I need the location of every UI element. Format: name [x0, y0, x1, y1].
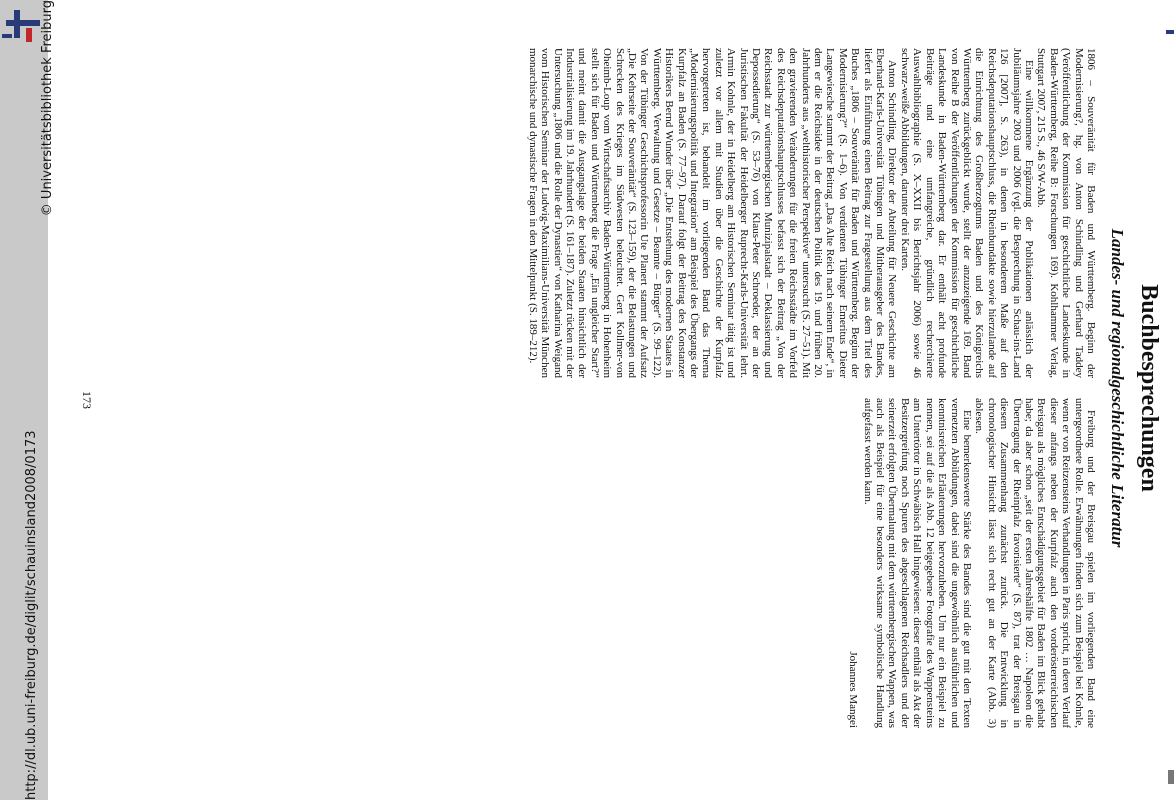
- source-caption: [24, 0, 55, 800]
- viewer-sidebar: [0, 0, 55, 800]
- right-column: [526, 398, 1097, 728]
- author-name: Johannes Mangei: [847, 651, 860, 728]
- paragraph: Eine bemerkenswerte Stärke des Bandes sind die gut mit den Texten vernetzten Abbildungen, dabei sind die ungewöhnlich ausführlichen und kenntnisreichen Erläuterungen hervorzuheben. Um nur ein Beispiel zu nennen, sei auf die als Abb. 12 beigegebene Fotografie des Wappensteins am Untertörtor in Schwäbisch Hall hingewiesen: dieser enthält als Akt der Besitzergreifung noch Spuren des abgeschlagenen Reichsadlers und der seinerzeit erfolgten Übermalung mit dem württembergischen Wappen, was auch als Beispiel für eine besonders wirksame symbolische Handlung aufgefasst werden kann.: [861, 398, 973, 728]
- paragraph: 1806 – Souveränität für Baden und Württemberg. Beginn der Modernisierung?, hg. von Anton Schindling und Gerhard Taddey (Veröffentlichung der Kommission für geschichtliche Landeskunde in Baden-Württemberg, Reihe B: Forschungen 169). Kohlhammer Verlag, Stuttgart 2007, 215 S., 46 S/W-Abb.: [1035, 48, 1097, 378]
- left-column: [526, 48, 1097, 378]
- page-heading: Buchbesprechungen: [1136, 284, 1162, 492]
- page-subheading: Landes- und regionalgeschichtliche Literatur: [1108, 228, 1127, 548]
- source-url[interactable]: http://dl.ub.uni-freiburg.de/diglit/schauinsland2008/0173: [24, 430, 39, 800]
- paragraph: Eine willkommene Ergänzung der Publikationen anlässlich der Jubiläumsjahre 2003 und 2006 (vgl. die Besprechung in Schau-ins-Land 126 [2007], S. 263), in denen in besonderem Maße auf den Reichsdeputationshauptschluss, die Rheinbundakte sowie hierzulande auf die Einrichtung des Großherzogtums Baden und des Königreichs Württemberg zurückgeblickt wurde, stellt der anzuzeigende 169. Band von Reihe B der Veröffentlichungen der Kommission für geschichtliche Landeskunde in Baden-Württemberg dar. Er enthält acht profunde Beiträge und eine umfangreiche, gründlich recherchierte Auswahlbibliographie (S. X–XXII bis Berichtsjahr 2006) sowie 46 schwarz-weiße Abbildungen, darunter drei Karten.: [898, 48, 1035, 378]
- page-number: 173: [80, 391, 94, 409]
- paragraph: Anton Schindling, Direktor der Abteilung für Neuere Geschichte am Eberhard-Karls-Universität Tübingen und Mitherausgeber des Bandes, liefert als Einführung einen Beitrag zur Fragestellung aus dem Titel des Buches „1806 – Souveränität für Baden und Württemberg. Beginn der Modernisierung?“ (S. 1–6). Von verdienten Tübinger Emeritus Dieter Langewiesche stammt der Beitrag „Das Alte Reich nach seinem Ende“, in dem er die Reichsidee in der deutschen Politik des 19. und frühen 20. Jahrhunderts aus „welthistorischer Perspektive“ untersucht (S. 27–51). Mit den gravierenden Veränderungen für die freien Reichsstädte im Vorfeld des Reichsdeputationshauptschlusses befasst sich der Beitrag „Von der Reichsstadt zur württembergischen Munizipalstadt – Deklassierung und Depossedierung“ (S. 53–76) von Klaus-Peter Schroeder, der an der Juristischen Fakultät der Heidelberger Ruprecht-Karls-Universität lehrt. Armin Kohnle, der in Heidelberg am Historischen Seminar tätig ist und zuletzt vor allem mit Studien über die Geschichte der Kurpfalz hervorgetreten ist, behandelt im vorliegenden Band das Thema „Modernisierungspolitik und Integration“ am Beispiel des Übergangs der Kurpfalz an Baden (S. 77–97). Darauf folgt der Beitrag des Konstanzer Historikers Bernd Wunder über „Die Entstehung des modernen Staates in Württemberg. Verwaltung und Gesetze – Beamte – Bürger“ (S. 99–122). Von der Tübinger Geschichtsprofessorin Ute Planert stammt der Aufsatz „Die Kehrseite der Souveränität“ (S. 123–159), der die Belastungen und Schrecken des Krieges im Südwesten beleuchtet. Gert Kollmer-von Oheimb-Loup vom Wirtschaftsarchiv Baden-Württemberg in Hohenheim stellt sich für Baden und Württemberg die Frage „Ein ungleicher Start?“ und meint damit die Ausgangslage der beiden Staaten hinsichtlich der Industrialisierung im 19. Jahrhundert (S. 161–187). Zuletzt rücken mit der Untersuchung „1806 und die Rolle der Dynastien“ von Katharina Weigand vom Historischen Seminar der Ludwig-Maximilians-Universität München monarchische und dynastische Fragen in den Mittelpunkt (S. 189–212).: [526, 48, 899, 378]
- paragraph: Freiburg und der Breisgau spielen im vorliegenden Band eine untergeordnete Rolle. Erwähnungen finden sich zum Beispiel bei Kohnle, wenn er von Reitzensteins Verhandlungen in Paris spricht, in deren Verlauf dieser anfangs neben der Kurpfalz auch den vorderösterreichischen Breisgau als mögliches Entschädigungsgebiet für Baden im Blick gehabt habe; da aber schon „seit der ersten Jahreshälfte 1802 … Napoleon die Übertragung der Rheinpfalz favorisierte“ (S. 87), trat der Breisgau in diesem Zusammenhang zunächst zurück. Die Entwicklung in chronologischer Hinsicht lässt sich recht gut an der Karte (Abb. 3) ablesen.: [973, 398, 1097, 728]
- scanned-page: [48, 0, 1176, 800]
- text-body: [526, 48, 1097, 728]
- copyright-notice: © Universitätsbibliothek Freiburg: [40, 0, 55, 217]
